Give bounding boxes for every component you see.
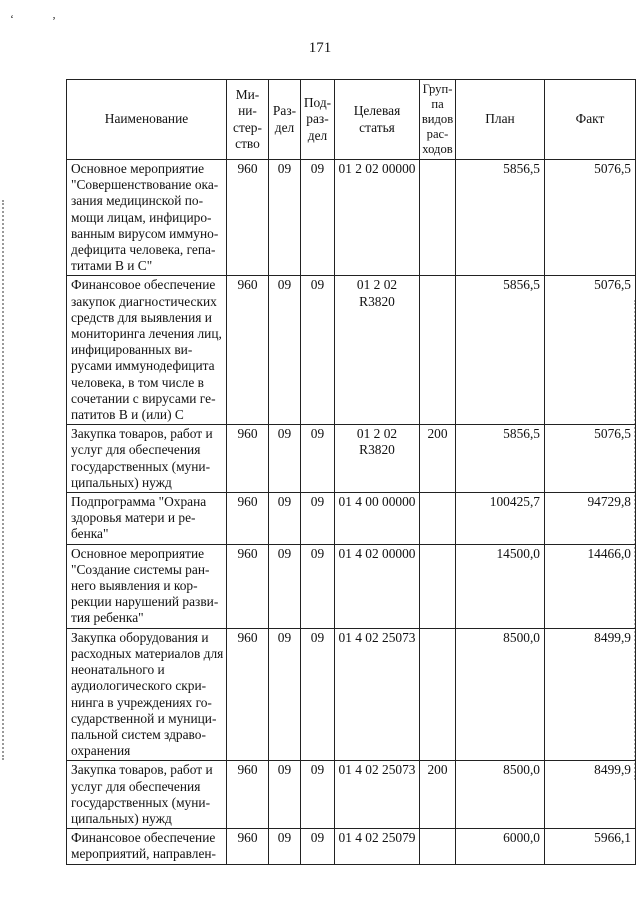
table-row [67, 160, 636, 276]
cell-group [420, 628, 456, 761]
page-number: 171 [308, 40, 332, 56]
cell-plan: 5856,5 [456, 276, 545, 425]
table-row [67, 829, 636, 864]
binding-edge-left [2, 200, 6, 760]
cell-subsection: 09 [301, 829, 335, 864]
cell-plan: 100425,7 [456, 493, 545, 545]
cell-section: 09 [269, 829, 301, 864]
header-plan: План [456, 80, 545, 160]
cell-group [420, 829, 456, 864]
cell-group [420, 493, 456, 545]
cell-subsection: 09 [301, 160, 335, 276]
cell-plan: 5856,5 [456, 425, 545, 493]
cell-name: Основное мероприятие "Совершенствование ока-зания медицинской по-мощи лицам, инфициро-ванным вирусом иммуно-дефицита человека, гепа-титами В и С" [67, 160, 227, 276]
cell-target: 01 4 02 25073 [335, 628, 420, 761]
cell-ministry: 960 [227, 425, 269, 493]
table-row [67, 544, 636, 628]
cell-group: 200 [420, 761, 456, 829]
table-row [67, 493, 636, 545]
scan-mark: ʻ [10, 12, 14, 26]
table-row [67, 628, 636, 761]
cell-fact: 5966,1 [545, 829, 636, 864]
cell-section: 09 [269, 761, 301, 829]
cell-ministry: 960 [227, 544, 269, 628]
cell-subsection: 09 [301, 425, 335, 493]
table-header-row [67, 80, 636, 160]
cell-fact: 8499,9 [545, 761, 636, 829]
header-ministry-text: Ми- ни- стер- ство [233, 87, 262, 151]
cell-target: 01 2 02 R3820 [335, 276, 420, 425]
cell-subsection: 09 [301, 544, 335, 628]
cell-target: 01 4 00 00000 [335, 493, 420, 545]
cell-group [420, 276, 456, 425]
cell-group: 200 [420, 425, 456, 493]
cell-plan: 8500,0 [456, 628, 545, 761]
header-subsection [301, 80, 335, 160]
cell-fact: 94729,8 [545, 493, 636, 545]
cell-ministry: 960 [227, 160, 269, 276]
cell-target: 01 2 02 00000 [335, 160, 420, 276]
cell-plan: 5856,5 [456, 160, 545, 276]
cell-target: 01 4 02 25079 [335, 829, 420, 864]
header-target [335, 80, 420, 160]
cell-fact: 5076,5 [545, 276, 636, 425]
cell-subsection: 09 [301, 276, 335, 425]
header-fact: Факт [545, 80, 636, 160]
cell-plan: 14500,0 [456, 544, 545, 628]
scan-mark: ʼ [52, 14, 56, 28]
cell-section: 09 [269, 493, 301, 545]
cell-fact: 5076,5 [545, 425, 636, 493]
cell-section: 09 [269, 544, 301, 628]
cell-name: Финансовое обеспечение закупок диагностических средств для выявления и мониторинга лечения лиц, инфицированных ви-русами иммунодефицита человека, в том числе в сочетании с вирусами ге-патитов В и (или) С [67, 276, 227, 425]
cell-ministry: 960 [227, 761, 269, 829]
header-ministry [227, 80, 269, 160]
cell-subsection: 09 [301, 628, 335, 761]
cell-ministry: 960 [227, 493, 269, 545]
cell-target: 01 4 02 25073 [335, 761, 420, 829]
cell-name: Подпрограмма "Охрана здоровья матери и ре-бенка" [67, 493, 227, 545]
cell-name: Финансовое обеспечение мероприятий, направлен- [67, 829, 227, 864]
cell-name: Закупка товаров, работ и услуг для обеспечения государственных (муни-ципальных) нужд [67, 761, 227, 829]
cell-group [420, 544, 456, 628]
cell-name: Основное мероприятие "Создание системы ран-него выявления и кор-рекции нарушений разви-тия ребенка" [67, 544, 227, 628]
header-name: Наименование [67, 80, 227, 160]
cell-section: 09 [269, 628, 301, 761]
cell-name: Закупка оборудования и расходных материалов для неонатального и аудиологического скри-нинга в учреждениях го-сударственной и муници-пальной систем здраво-охранения [67, 628, 227, 761]
cell-subsection: 09 [301, 761, 335, 829]
cell-group [420, 160, 456, 276]
header-group [420, 80, 456, 160]
header-subsection-text: Под- раз- дел [303, 95, 332, 143]
header-group-text: Груп- па видов рас- ходов [421, 82, 454, 156]
cell-section: 09 [269, 276, 301, 425]
cell-plan: 8500,0 [456, 761, 545, 829]
cell-fact: 14466,0 [545, 544, 636, 628]
cell-fact: 8499,9 [545, 628, 636, 761]
cell-target: 01 2 02 R3820 [335, 425, 420, 493]
budget-table [66, 79, 636, 865]
cell-subsection: 09 [301, 493, 335, 545]
cell-section: 09 [269, 425, 301, 493]
cell-ministry: 960 [227, 276, 269, 425]
cell-section: 09 [269, 160, 301, 276]
header-section-text: Раз- дел [272, 103, 297, 135]
table-row [67, 425, 636, 493]
cell-target: 01 4 02 00000 [335, 544, 420, 628]
header-target-text: Целевая статья [353, 103, 401, 135]
cell-name: Закупка товаров, работ и услуг для обеспечения государственных (муни-ципальных) нужд [67, 425, 227, 493]
header-section [269, 80, 301, 160]
cell-ministry: 960 [227, 829, 269, 864]
cell-fact: 5076,5 [545, 160, 636, 276]
cell-ministry: 960 [227, 628, 269, 761]
table-row [67, 276, 636, 425]
table-row [67, 761, 636, 829]
cell-plan: 6000,0 [456, 829, 545, 864]
